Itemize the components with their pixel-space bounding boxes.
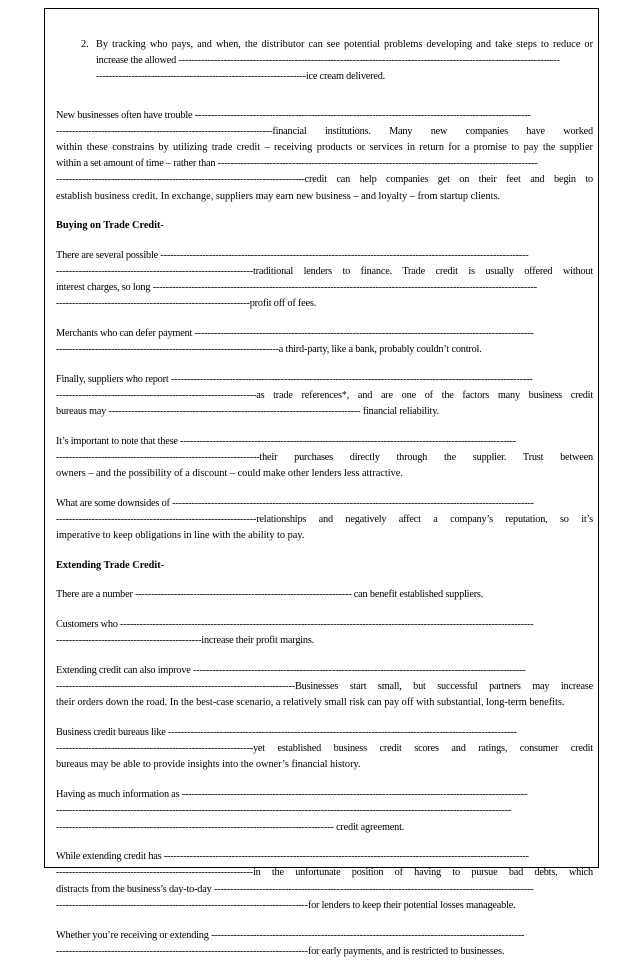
paragraph-suppliers-report — [56, 372, 593, 421]
text-line: Customers who -------------------------------------------------------------------------------------------------------------------------------- — [56, 618, 534, 630]
paragraph-several-possible — [56, 248, 593, 313]
text-line: -------------------------------------------------------------------financial institutions. Many new companies have worked — [56, 125, 593, 137]
text-line: ---------------------------------------------increase their profit margins. — [56, 635, 315, 647]
text-line: -----------------------------------------------------------------------------credit can help companies get on their feet and begin to — [56, 174, 593, 186]
text-line: --------------------------------------------------------------------------------------------------------------------------------------------- — [56, 805, 512, 817]
text-line: -------------------------------------------------------------in the unfortunate position of having to pursue bad debts, which — [56, 867, 593, 879]
text-line: New businesses often have trouble -------------------------------------------------------------------------------------------------------- — [56, 109, 531, 121]
paragraph-whether-receiving — [56, 928, 593, 960]
text-line: --------------------------------------------------------------as trade references*, and are one of the factors many business credit — [56, 389, 593, 401]
text-line: Finally, suppliers who report ---------------------------------------------------------------------------------------------------------------- — [56, 373, 533, 385]
text-line: Merchants who can defer payment --------------------------------------------------------------------------------------------------------- — [56, 327, 534, 339]
text-line: --------------------------------------------------------------------------Businesses start small, but successful partners may increase — [56, 681, 593, 693]
document-body — [56, 37, 593, 973]
text-line: Extending credit can also improve ------------------------------------------------------------------------------------------------------- — [56, 664, 526, 676]
text-line: What are some downsides of ---------------------------------------------------------------------------------------------------------------- — [56, 497, 534, 509]
text-line: Whether you’re receiving or extending ------------------------------------------------------------------------------------------------- — [56, 929, 525, 941]
paragraph-while-extending — [56, 849, 593, 914]
text-line: interest charges, so long ----------------------------------------------------------------------------------------------------------------------- — [56, 281, 537, 293]
paragraph-information — [56, 787, 593, 836]
heading-buying-on-trade-credit: Buying on Trade Credit- — [56, 220, 164, 232]
text-line: ------------------------------------------------------------profit off of fees. — [56, 298, 317, 310]
text-line: imperative to keep obligations in line with the ability to pay. — [56, 530, 305, 542]
text-line: bureaus may ------------------------------------------------------------------------------ financial reliability. — [56, 406, 439, 418]
paragraph-extending-improve — [56, 663, 593, 712]
paragraph-merchants — [56, 326, 593, 358]
text-line: It’s important to note that these -------------------------------------------------------------------------------------------------------- — [56, 435, 516, 447]
paragraph-credit-bureaus — [56, 725, 593, 774]
paragraph-important-note — [56, 434, 593, 483]
text-line: While extending credit has ----------------------------------------------------------------------------------------------------------------- — [56, 851, 529, 863]
item-line: -----------------------------------------------------------------ice cream delivered. — [96, 71, 386, 83]
text-line: There are several possible ------------------------------------------------------------------------------------------------------------------ — [56, 249, 529, 261]
item-line: increase the allowed ---------------------------------------------------------------------------------------------------------------------- — [96, 55, 560, 67]
text-line: owners – and the possibility of a discount – could make other lenders less attractive. — [56, 468, 403, 480]
text-line: Business credit bureaus like ------------------------------------------------------------------------------------------------------------ — [56, 727, 517, 738]
paragraph-customers — [56, 617, 593, 649]
item-line: By tracking who pays, and when, the distributor can see potential problems developing and take steps to reduce or — [96, 39, 593, 50]
text-line: -------------------------------------------------------------traditional lenders to finance. Trade credit is usually offered without — [56, 265, 593, 277]
text-line: distracts from the business’s day-to-day --------------------------------------------------------------------------------------------------- — [56, 883, 534, 895]
heading-extending-trade-credit: Extending Trade Credit- — [56, 560, 165, 572]
paragraph-downsides — [56, 496, 593, 545]
text-line: -------------------------------------------------------------yet established business credit scores and ratings, consumer credit — [56, 743, 593, 755]
text-line: ---------------------------------------------------------------their purchases directly through the supplier. Trust between — [56, 452, 593, 464]
text-line: ------------------------------------------------------------------------------for lenders to keep their potential losses manageable. — [56, 899, 516, 911]
text-line: within a set amount of time – rather than --------------------------------------------------------------------------------------------------- — [56, 158, 538, 170]
text-line: --------------------------------------------------------------relationships and negatively affect a company’s reputation, so it’s — [56, 514, 593, 526]
numbered-item-2 — [56, 37, 593, 86]
text-line: within these constrains by utilizing trade credit – receiving products or services in return for a promise to pay the supplier — [56, 142, 593, 154]
text-line: Having as much information as ----------------------------------------------------------------------------------------------------------- — [56, 789, 528, 801]
paragraph-there-are-a-number — [56, 587, 593, 603]
text-line: their orders down the road. In the best-case scenario, a relatively small risk can pay off with substantial, long-term benefits. — [56, 697, 565, 709]
text-line: establish business credit. In exchange, suppliers may earn new business – and loyalty – from startup clients. — [56, 190, 501, 202]
text-line: There are a number ------------------------------------------------------------------- can benefit established suppliers. — [56, 589, 484, 601]
text-line: bureaus may be able to provide insights into the owner’s financial history. — [56, 759, 361, 771]
text-line: ------------------------------------------------------------------------------for early payments, and is restricted to businesses. — [56, 945, 505, 957]
paragraph-new-businesses — [56, 108, 593, 205]
text-line: ---------------------------------------------------------------------a third-party, like a bank, probably couldn’t control. — [56, 344, 482, 356]
text-line: -------------------------------------------------------------------------------------- credit agreement. — [56, 821, 405, 833]
item-number: 2. — [81, 39, 89, 50]
